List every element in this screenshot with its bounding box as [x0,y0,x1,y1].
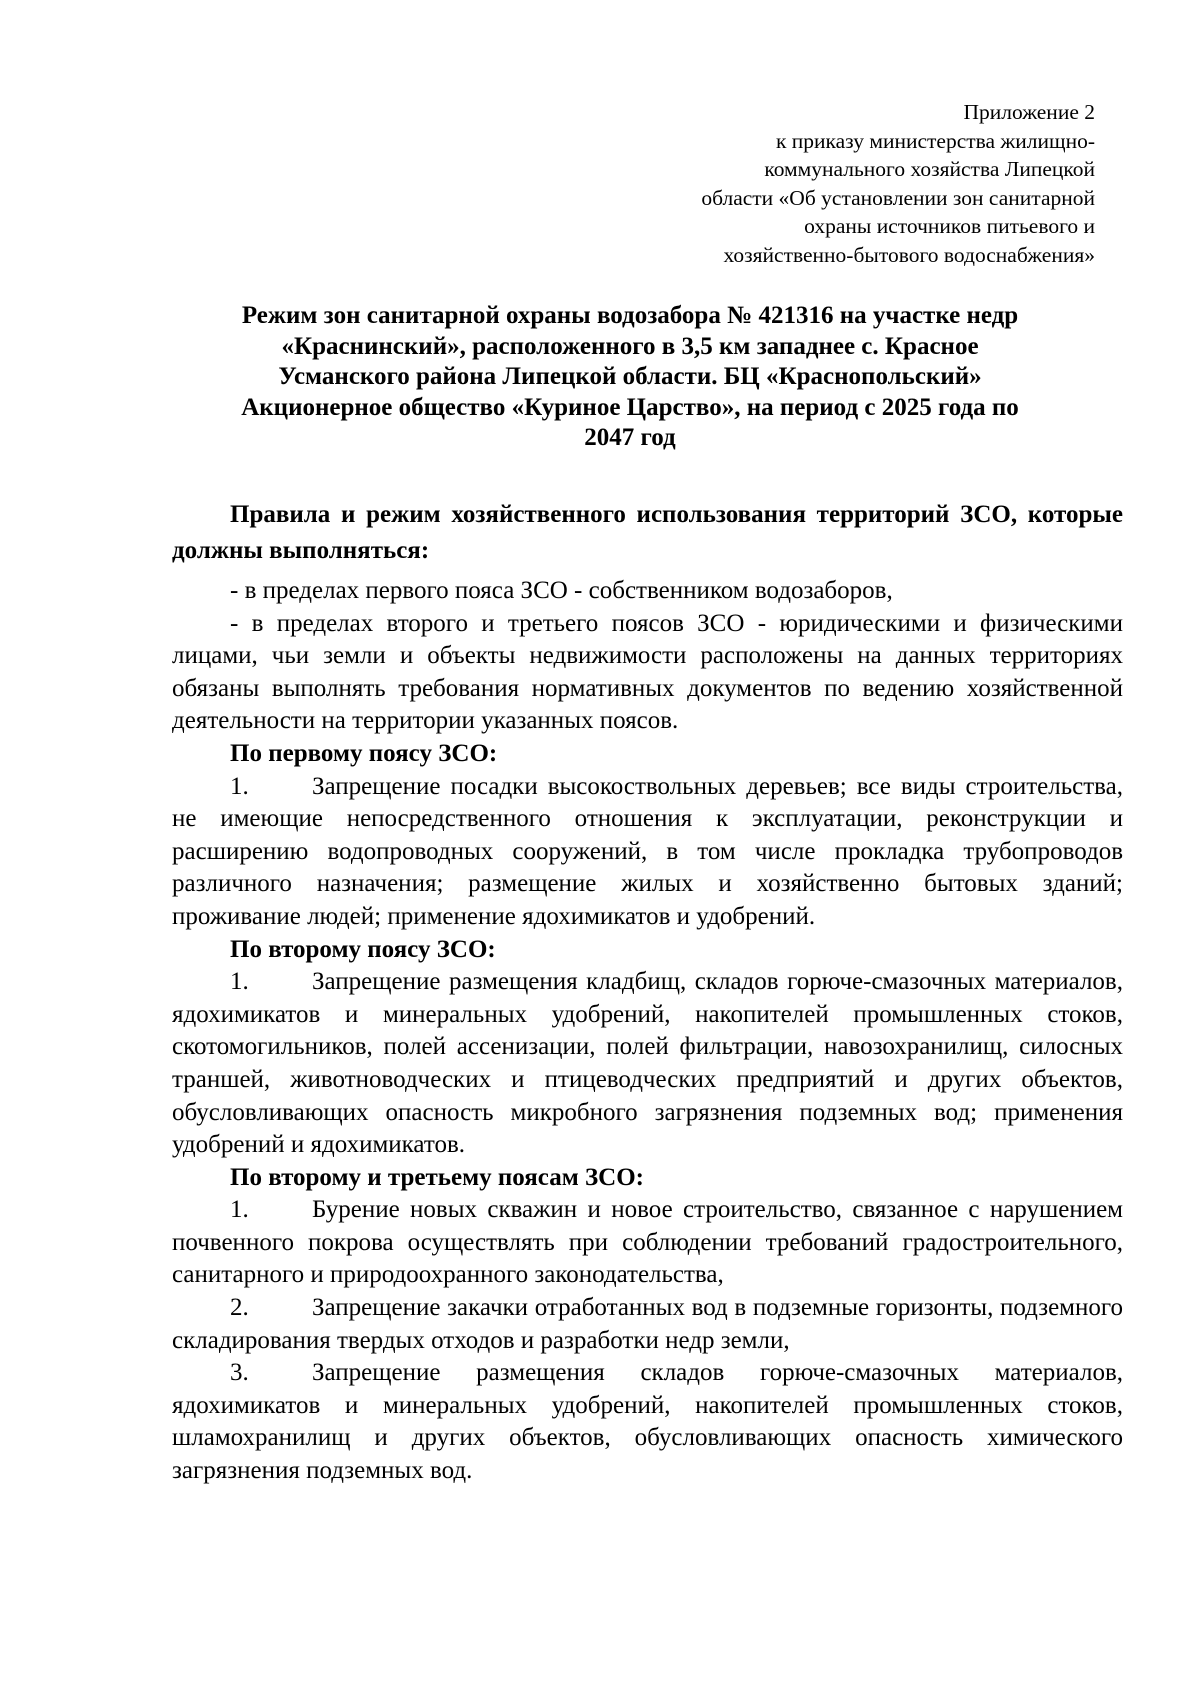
list-item-text: Запрещение посадки высокоствольных деревьев; все виды строительства, не имеющие непосредственного отношения к эксплуатации, реконструкции и расширению водопроводных сооружений, в том числе прокладка трубопроводов различного назначения; размещение жилых и хозяйственно бытовых зданий; проживание людей; применение ядохимикатов и удобрений. [172,772,1123,930]
document-title [172,301,1088,454]
section-heading-second-third-zones: По второму и третьему поясам ЗСО: [230,1163,645,1191]
list-item [172,1292,1123,1357]
intro-bullet: - в пределах второго и третьего поясов ЗСО - юридическими и физическими лицами, чьи земли и объекты недвижимости расположены на данных территориях обязаны выполнять требования нормативных документов по ведению хозяйственной деятельности на территории указанных поясов. [172,609,1123,735]
list-item-number: 1. [230,772,249,800]
list-item-number: 1. [230,968,249,996]
header-line: хозяйственно-бытового водоснабжения» [723,242,1095,267]
title-line: Усманского района Липецкой области. БЦ «Краснопольский» [278,363,982,390]
header-line: Приложение 2 [963,100,1095,124]
list-item [172,1357,1123,1487]
header-line: области «Об установлении зон санитарной [701,185,1095,210]
list-item [172,771,1123,934]
appendix-header [575,98,1095,269]
title-line: Акционерное общество «Куриное Царство», на период с 2025 года по [241,393,1019,421]
header-line: к приказу министерства жилищно- [775,128,1095,153]
list-item [172,966,1123,1162]
list-item-text: Запрещение размещения складов горюче-смазочных материалов, ядохимикатов и минеральных удобрений, накопителей промышленных стоков, шламохранилищ и других объектов, обусловливающих опасность химического загрязнения подземных вод. [172,1359,1123,1485]
header-line: охраны источников питьевого и [804,214,1095,238]
title-line: Режим зон санитарной охраны водозабора № 421316 на участке недр [241,302,1019,329]
title-line: 2047 год [584,424,676,451]
list-item [172,1194,1123,1292]
list-item-number: 3. [230,1359,249,1387]
intro-heading: Правила и режим хозяйственного использования территорий ЗСО, которые должны выполняться: [172,501,1123,564]
list-item-text: Бурение новых скважин и новое строительство, связанное с нарушением почвенного покрова осуществлять при соблюдении требований градостроительного, санитарного и природоохранного законодательства, [172,1196,1123,1289]
list-item-number: 1. [230,1196,249,1224]
list-item-text: Запрещение закачки отработанных вод в подземные горизонты, подземного складирования твердых отходов и разработки недр земли, [172,1294,1123,1354]
list-item-text: Запрещение размещения кладбищ, складов горюче-смазочных материалов, ядохимикатов и минеральных удобрений, накопителей промышленных стоков, скотомогильников, полей ассенизации, полей фильтрации, навозохранилищ, силосных траншей, животноводческих и птицеводческих предприятий и других объектов, обусловливающих опасность микробного загрязнения подземных вод; применения удобрений и ядохимикатов. [172,968,1123,1159]
section-heading-first-zone: По первому поясу ЗСО: [230,739,498,767]
title-line: «Краснинский», расположенного в 3,5 км западнее с. Красное [281,332,979,360]
intro-bullet: - в пределах первого пояса ЗСО - собственником водозаборов, [230,577,893,604]
document-body [172,497,1123,1488]
header-line: коммунального хозяйства Липецкой [764,157,1095,181]
list-item-number: 2. [230,1294,249,1322]
section-heading-second-zone: По второму поясу ЗСО: [230,935,496,963]
